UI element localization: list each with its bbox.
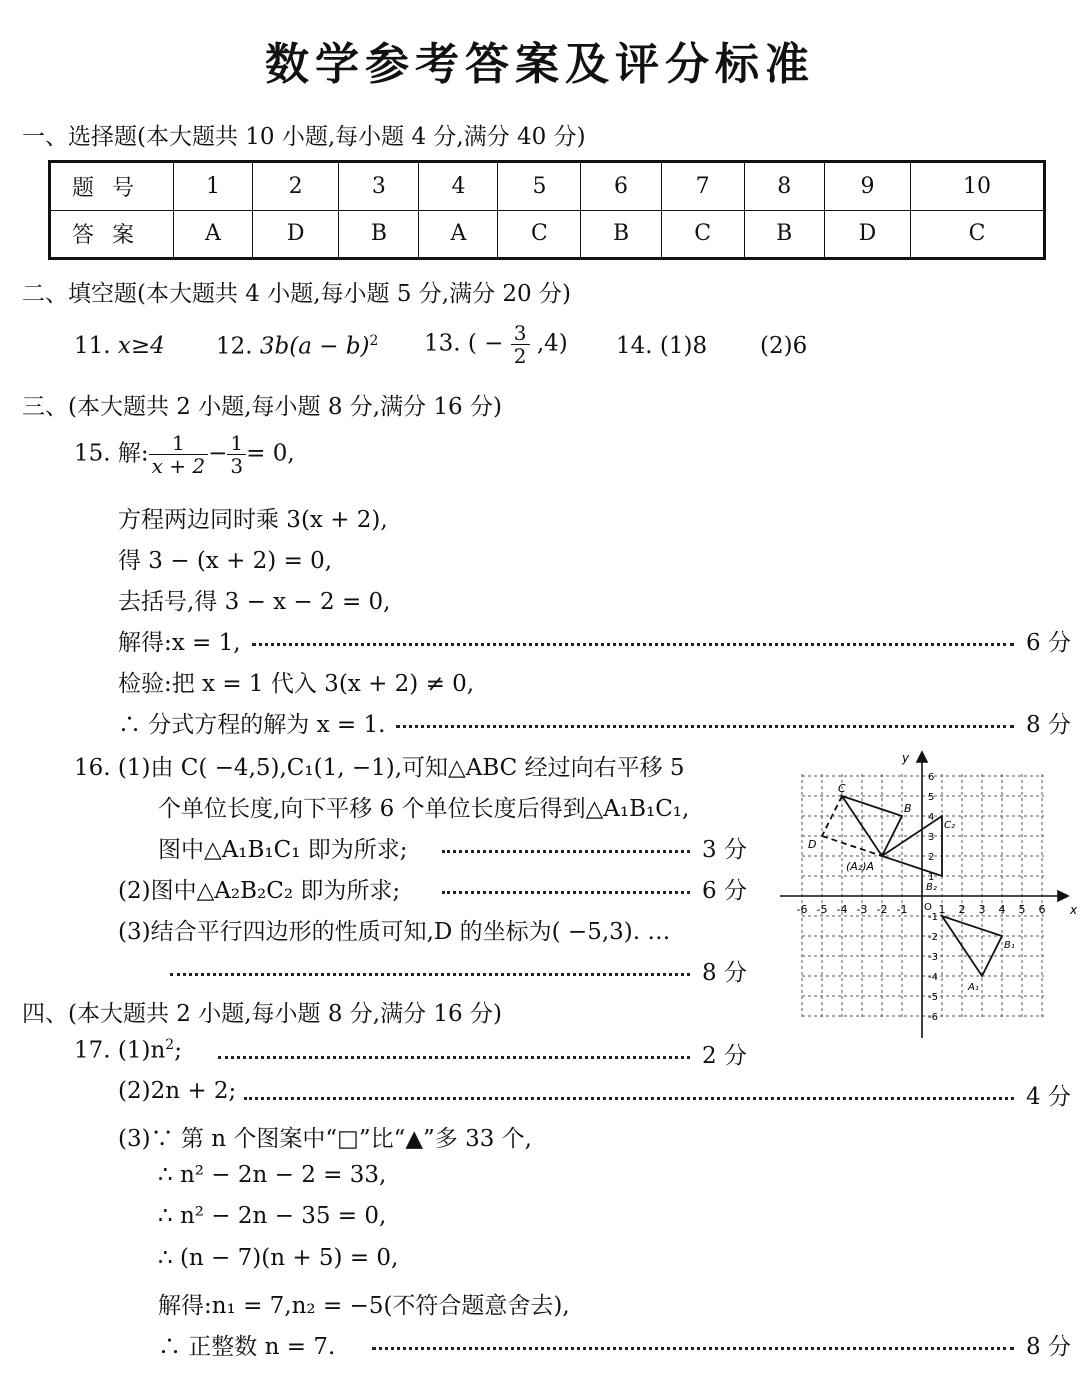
question-number: 2 (253, 162, 339, 211)
q16-line1: 16. (1)由 C( −4,5),C₁(1, −1),可知△ABC 经过向右平移 5 (74, 755, 685, 781)
q15-line3: 得 3 − (x + 2) = 0, (118, 548, 333, 574)
table-row-answers (50, 210, 1045, 259)
y-tick: -1 (928, 912, 938, 923)
dot-leader (244, 1097, 1014, 1100)
label-a2a: (A₂)A (846, 860, 875, 873)
question-number: 6 (581, 162, 661, 211)
label-c: C (838, 782, 846, 795)
score-3: 3 分 (702, 837, 747, 863)
label-b1: B₁ (1004, 940, 1015, 951)
score-8c: 8 分 (1026, 1334, 1071, 1360)
coordinate-figure (778, 748, 1078, 1040)
question-number: 3 (339, 162, 419, 211)
x-tick: -2 (876, 903, 888, 916)
score-4: 4 分 (1026, 1084, 1071, 1110)
y-tick: 2 (928, 852, 935, 863)
q11-value: x≥4 (117, 333, 165, 359)
fraction-denominator: x + 2 (151, 454, 206, 478)
answer-cell: A (174, 210, 253, 259)
q17-line2: (2)2n + 2; (118, 1078, 237, 1104)
score-2: 2 分 (702, 1043, 747, 1069)
dot-leader (442, 850, 690, 853)
dashed-da (822, 836, 882, 856)
score-6b: 6 分 (702, 878, 747, 904)
q14b-answer: (2)6 (760, 333, 808, 359)
q15-lead: 解: (117, 440, 149, 467)
q13-number: 13. (424, 330, 461, 357)
q12-answer (216, 333, 378, 360)
label-b: B (904, 802, 912, 815)
q17-line8: ∴ 正整数 n = 7. (158, 1334, 336, 1360)
score-8b: 8 分 (702, 960, 747, 986)
x-ticks (797, 903, 1046, 916)
question-number: 7 (661, 162, 744, 211)
q17-part1: 17. (1)n (74, 1037, 166, 1064)
row-header-answer: 答案 (50, 210, 174, 259)
answer-cell: C (911, 210, 1045, 259)
answer-cell: A (419, 210, 498, 259)
answer-cell: B (339, 210, 419, 259)
question-number: 1 (174, 162, 253, 211)
row-header-question: 题号 (50, 162, 174, 211)
q17-line3: (3)∵ 第 n 个图案中“□”比“▲”多 33 个, (118, 1126, 532, 1152)
x-tick: -6 (796, 903, 808, 916)
fraction-numerator: 1 (149, 432, 208, 455)
x-tick: 1 (938, 903, 946, 916)
x-axis-arrow (1058, 891, 1068, 901)
q11-answer (74, 333, 165, 359)
x-tick: 5 (1018, 903, 1026, 916)
triangle-abc (842, 796, 902, 856)
y-axis-label: y (902, 751, 910, 765)
section2-heading: 二、填空题(本大题共 4 小题,每小题 5 分,满分 20 分) (22, 281, 571, 307)
page-title: 数学参考答案及评分标准 (265, 39, 815, 90)
score-6: 6 分 (1026, 630, 1071, 656)
x-tick: -1 (896, 903, 908, 916)
fraction-denominator: 3 (230, 454, 244, 478)
x-tick: -4 (836, 903, 848, 916)
x-axis-label: x (1070, 903, 1078, 917)
q15-line6: 检验:把 x = 1 代入 3(x + 2) ≠ 0, (118, 671, 475, 697)
q15-minus: − (208, 440, 228, 467)
q16-line2: 个单位长度,向下平移 6 个单位长度后得到△A₁B₁C₁, (158, 796, 690, 822)
q16-line4: (2)图中△A₂B₂C₂ 即为所求; (118, 878, 401, 904)
question-number: 5 (498, 162, 581, 211)
y-tick: 1 (928, 872, 935, 883)
question-number: 4 (419, 162, 498, 211)
q15-line5: 解得:x = 1, (118, 630, 241, 656)
x-tick: 4 (998, 903, 1006, 916)
q12-value: 3b(a − b) (259, 333, 370, 360)
dot-leader (252, 643, 1014, 646)
fraction-numerator: 3 (511, 322, 530, 345)
label-b2: B₂ (926, 882, 937, 893)
q12-number: 12. (216, 333, 253, 360)
dot-leader (396, 725, 1014, 728)
x-tick: 6 (1038, 903, 1046, 916)
question-number: 9 (824, 162, 910, 211)
q15-number: 15. (74, 440, 111, 467)
origin-label: O (924, 902, 932, 913)
q15-line7: ∴ 分式方程的解为 x = 1. (118, 712, 386, 738)
answer-cell: D (824, 210, 910, 259)
q17-line6: ∴ (n − 7)(n + 5) = 0, (158, 1245, 399, 1271)
answer-table (48, 160, 1046, 260)
fraction-numerator: 1 (227, 432, 246, 455)
y-tick: -3 (928, 952, 938, 963)
table-row-numbers (50, 162, 1045, 211)
label-d: D (808, 838, 817, 851)
fraction-denominator: 2 (513, 344, 527, 368)
score-8: 8 分 (1026, 712, 1071, 738)
dot-leader (442, 891, 690, 894)
question-number: 8 (744, 162, 824, 211)
section1-heading: 一、选择题(本大题共 10 小题,每小题 4 分,满分 40 分) (22, 124, 586, 150)
q15-equals: = 0, (246, 440, 295, 467)
y-tick: -2 (928, 932, 938, 943)
q13-open: ( − (467, 330, 504, 357)
q17-line1 (74, 1037, 182, 1064)
section4-heading: 四、(本大题共 2 小题,每小题 8 分,满分 16 分) (22, 1001, 502, 1027)
q13-fraction (511, 322, 530, 367)
y-ticks (928, 772, 938, 1023)
q17-line4: ∴ n² − 2n − 2 = 33, (158, 1162, 387, 1188)
q17-line7: 解得:n₁ = 7,n₂ = −5(不符合题意舍去), (158, 1293, 570, 1319)
y-tick: 4 (928, 812, 935, 823)
y-tick: 6 (928, 772, 935, 783)
y-tick: -6 (928, 1012, 938, 1023)
x-tick: 3 (978, 903, 986, 916)
y-tick: -4 (928, 972, 938, 983)
q15-line2: 方程两边同时乘 3(x + 2), (118, 507, 388, 533)
y-tick: -5 (928, 992, 938, 1003)
triangle-a1b1c1 (942, 916, 1002, 976)
q14-answer: 14. (1)8 (616, 333, 708, 359)
x-tick: 2 (958, 903, 966, 916)
x-tick: -3 (856, 903, 868, 916)
answer-cell: C (661, 210, 744, 259)
q17-semicolon: ; (174, 1037, 182, 1064)
triangle-a2b2c2 (882, 816, 942, 876)
q13-close: ,4) (536, 330, 568, 357)
y-tick: 3 (928, 832, 935, 843)
y-tick: 5 (928, 792, 935, 803)
q12-exponent: 2 (369, 333, 379, 349)
x-tick: -5 (816, 903, 828, 916)
dot-leader (218, 1056, 690, 1059)
answer-cell: C (498, 210, 581, 259)
label-c2: C₂ (944, 820, 955, 831)
q15-line1 (74, 432, 295, 477)
q15-line4: 去括号,得 3 − x − 2 = 0, (118, 589, 391, 615)
section3-heading: 三、(本大题共 2 小题,每小题 8 分,满分 16 分) (22, 394, 502, 420)
q17-exponent: 2 (165, 1037, 175, 1053)
label-a1: A₁ (968, 982, 979, 993)
dot-leader (170, 973, 690, 976)
q16-line3: 图中△A₁B₁C₁ 即为所求; (158, 837, 408, 863)
q15-fraction-1 (149, 432, 208, 477)
y-axis-arrow (917, 752, 927, 762)
q11-number: 11. (74, 333, 111, 359)
q15-fraction-2 (227, 432, 246, 477)
q13-answer (424, 322, 568, 367)
dot-leader (372, 1347, 1014, 1350)
q16-line5: (3)结合平行四边形的性质可知,D 的坐标为( −5,3). … (118, 919, 671, 945)
answer-cell: D (253, 210, 339, 259)
answer-cell: B (581, 210, 661, 259)
answer-cell: B (744, 210, 824, 259)
q17-line5: ∴ n² − 2n − 35 = 0, (158, 1203, 387, 1229)
question-number: 10 (911, 162, 1045, 211)
